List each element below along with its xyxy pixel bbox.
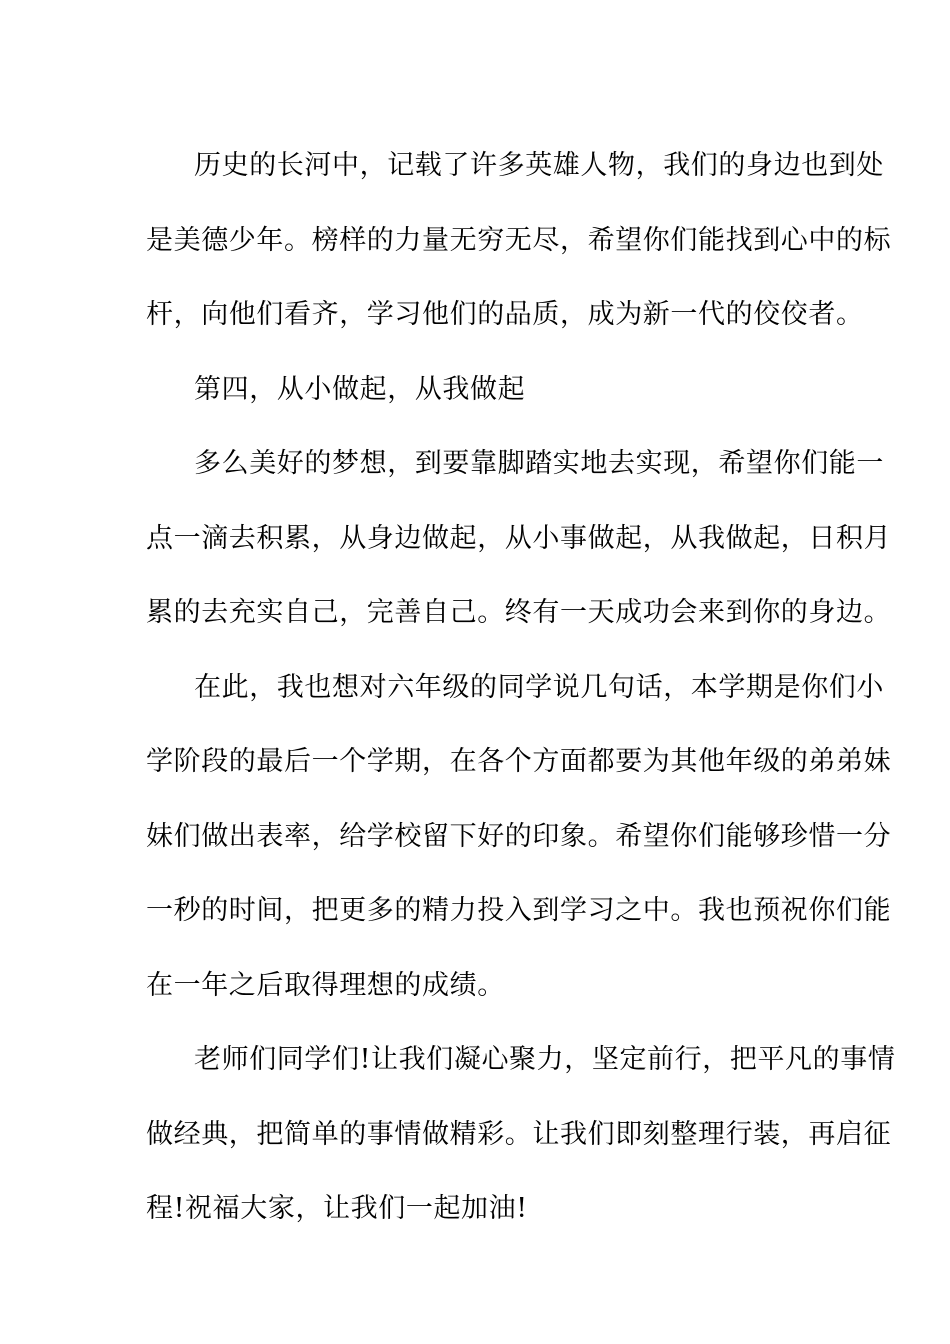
text-line: 是美德少年。榜样的力量无穷无尽，希望你们能找到心中的标: [146, 224, 892, 256]
paragraph-role-models: [146, 129, 892, 353]
text-line: 程!祝福大家，让我们一起加油!: [146, 1193, 528, 1224]
document-body: [146, 129, 896, 1247]
paragraph-dreams: [146, 427, 892, 651]
text-line: 点一滴去积累，从身边做起，从小事做起，从我做起，日积月: [146, 522, 892, 554]
text-line: 老师们同学们!让我们凝心聚力，坚定前行，把平凡的事情: [194, 1044, 896, 1075]
text-line: 历史的长河中，记载了许多英雄人物，我们的身边也到处: [194, 150, 884, 181]
text-line: 在一年之后取得理想的成绩。: [146, 969, 505, 1001]
paragraph-closing: [146, 1023, 896, 1247]
text-line: 多么美好的梦想，到要靠脚踏实地去实现，希望你们能一: [194, 448, 884, 479]
text-line: 在此，我也想对六年级的同学说几句话，本学期是你们小: [194, 671, 884, 703]
paragraph-sixth-grade: [146, 651, 892, 1024]
text-line: 学阶段的最后一个学期，在各个方面都要为其他年级的弟弟妹: [146, 746, 892, 777]
text-line: 妹们做出表率，给学校留下好的印象。希望你们能够珍惜一分: [146, 820, 892, 852]
text-line: 一秒的时间，把更多的精力投入到学习之中。我也预祝你们能: [146, 895, 892, 926]
text-line: 累的去充实自己，完善自己。终有一天成功会来到你的身边。: [146, 597, 892, 628]
text-line: 做经典，把简单的事情做精彩。让我们即刻整理行装，再启征: [146, 1118, 892, 1150]
paragraph-heading-fourth: [146, 353, 806, 428]
text-line: 杆，向他们看齐，学习他们的品质，成为新一代的佼佼者。: [146, 299, 864, 330]
section-heading-line: 第四，从小做起，从我做起: [194, 373, 526, 405]
